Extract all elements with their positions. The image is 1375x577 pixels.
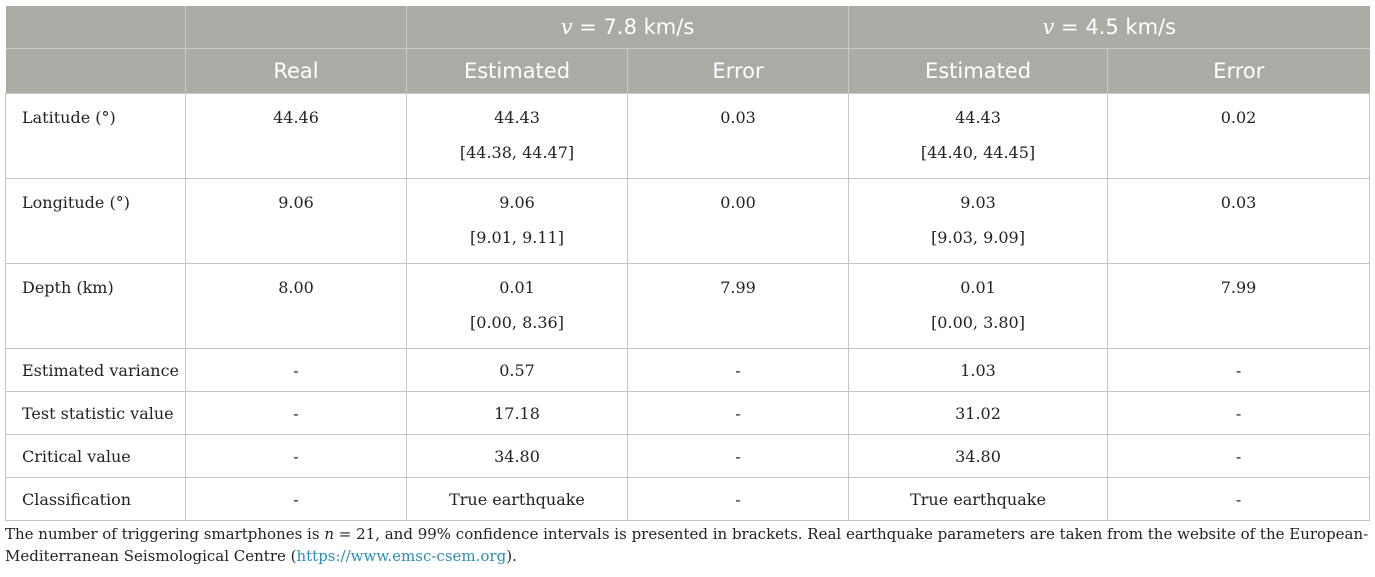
cell-estimated: True earthquake [407,478,628,521]
row-label: Depth (km) [6,264,186,349]
row-label: Estimated variance [6,349,186,392]
table-row-estimated-variance [6,349,1370,392]
cell-estimated: 0.01 [0.00, 3.80] [849,264,1108,349]
header-error: Error [1108,49,1370,94]
cell-estimated: 31.02 [849,392,1108,435]
cell-real: - [186,392,407,435]
cell-error: 0.03 [1108,179,1370,264]
header-group-v45 [849,6,1370,49]
table-row-test-statistic [6,392,1370,435]
table-row-depth [6,264,1370,349]
footnote-text: The number of triggering smartphones is [5,525,325,543]
cell-error: - [1108,478,1370,521]
results-table [5,6,1370,521]
header-row-columns [6,49,1370,94]
header-real: Real [186,49,407,94]
header-estimated: Estimated [849,49,1108,94]
cell-real: - [186,435,407,478]
confidence-interval: [0.00, 8.36] [470,313,564,332]
cell-error: 0.00 [628,179,849,264]
table-row-classification [6,478,1370,521]
cell-error: - [1108,435,1370,478]
emsc-link[interactable]: https://www.emsc-csem.org [296,547,507,565]
footnote-text: = 21, and 99% confidence intervals is presented in brackets. Real earthquake parameters are taken from the website of the European-Mediterranean Seismological Centre ( [5,525,1369,565]
cell-real: - [186,478,407,521]
header-empty [186,6,407,49]
table-row-latitude [6,94,1370,179]
cell-estimated: 44.43 [44.40, 44.45] [849,94,1108,179]
cell-estimated: 34.80 [407,435,628,478]
velocity-eq: = 4.5 [1054,15,1126,39]
header-group-v78 [407,6,849,49]
footnote-text: ). [506,547,517,565]
cell-real: - [186,349,407,392]
cell-estimated: 9.06 [9.01, 9.11] [407,179,628,264]
footnote-n-symbol: n [324,525,334,543]
cell-error: - [628,435,849,478]
table-row-longitude [6,179,1370,264]
row-label: Classification [6,478,186,521]
cell-real: 44.46 [186,94,407,179]
header-row-groups [6,6,1370,49]
row-label: Longitude (°) [6,179,186,264]
header-estimated: Estimated [407,49,628,94]
cell-error: - [628,349,849,392]
table-row-critical-value [6,435,1370,478]
cell-estimated: True earthquake [849,478,1108,521]
row-label: Latitude (°) [6,94,186,179]
row-label: Test statistic value [6,392,186,435]
velocity-unit: km/s [643,15,695,39]
cell-estimated: 9.03 [9.03, 9.09] [849,179,1108,264]
velocity-symbol: v [560,15,573,39]
cell-real: 9.06 [186,179,407,264]
cell-error: 0.02 [1108,94,1370,179]
cell-estimated: 0.01 [0.00, 8.36] [407,264,628,349]
cell-error: 7.99 [628,264,849,349]
cell-real: 8.00 [186,264,407,349]
cell-estimated: 0.57 [407,349,628,392]
header-empty [6,49,186,94]
cell-error: 0.03 [628,94,849,179]
cell-error: - [628,392,849,435]
confidence-interval: [44.40, 44.45] [920,143,1036,162]
header-error: Error [628,49,849,94]
cell-estimated: 44.43 [44.38, 44.47] [407,94,628,179]
cell-error: - [1108,349,1370,392]
cell-error: - [628,478,849,521]
row-label: Critical value [6,435,186,478]
confidence-interval: [9.01, 9.11] [470,228,564,247]
table-footnote [5,523,1369,567]
confidence-interval: [0.00, 3.80] [931,313,1025,332]
header-empty [6,6,186,49]
velocity-eq: = 7.8 [572,15,644,39]
confidence-interval: [44.38, 44.47] [459,143,575,162]
cell-estimated: 1.03 [849,349,1108,392]
confidence-interval: [9.03, 9.09] [931,228,1025,247]
velocity-symbol: v [1042,15,1055,39]
cell-estimated: 34.80 [849,435,1108,478]
velocity-unit: km/s [1125,15,1177,39]
cell-error: - [1108,392,1370,435]
cell-error: 7.99 [1108,264,1370,349]
cell-estimated: 17.18 [407,392,628,435]
